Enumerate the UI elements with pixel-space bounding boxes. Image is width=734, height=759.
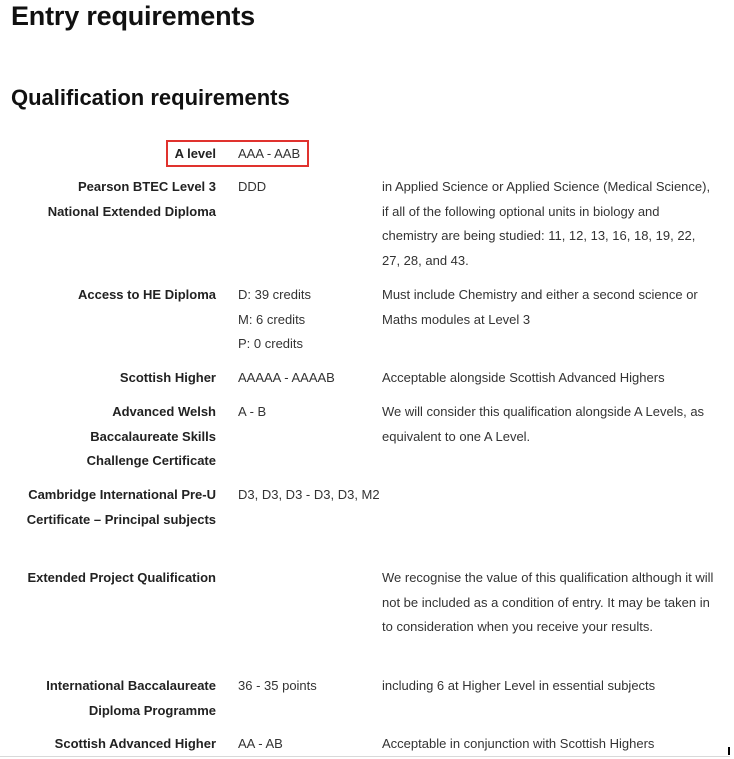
grade-line: DDD — [238, 179, 267, 194]
qualification-note: We will consider this qualification alongside A Levels, as equivalent to one A Level. — [382, 404, 705, 444]
qualification-name: International Baccalaureate Diploma Programme — [46, 678, 216, 718]
grade-line: P: 0 credits — [238, 336, 304, 351]
qualification-name: Cambridge International Pre-U Certificate – Principal subjects — [26, 487, 216, 527]
grade-line: AAAAA - AAAAB — [238, 370, 335, 385]
qualification-grades — [238, 283, 378, 357]
qualification-name: A level — [174, 146, 216, 161]
qualification-grades — [238, 142, 378, 167]
qualification-name: Advanced Welsh Baccalaureate Skills Challenge Certificate — [86, 404, 216, 468]
qualification-name: Pearson BTEC Level 3 National Extended Diploma — [47, 179, 216, 219]
qualification-grades — [238, 400, 378, 425]
grade-line: AA - AB — [238, 736, 283, 751]
qualification-grades — [238, 732, 378, 757]
qualification-note: in Applied Science or Applied Science (Medical Science), if all of the following optional units in biology and chemistry are being studied: 11, 12, 13, 16, 18, 19, 22, 27, 28, and 43. — [382, 179, 711, 268]
qualification-note: Must include Chemistry and either a second science or Maths modules at Level 3 — [382, 287, 698, 327]
qualification-grades — [238, 483, 398, 508]
grade-line: 36 - 35 points — [238, 678, 317, 693]
section-title: Qualification requirements — [11, 85, 290, 110]
qualification-note: Acceptable in conjunction with Scottish Highers — [382, 736, 655, 751]
qualification-note: including 6 at Higher Level in essential subjects — [382, 678, 656, 693]
qualification-grades — [238, 674, 378, 699]
page-title: Entry requirements — [11, 1, 255, 31]
qualification-note: Acceptable alongside Scottish Advanced Highers — [382, 370, 665, 385]
qualification-note: We recognise the value of this qualification although it will not be included as a condition of entry. It may be taken in to consideration when you receive your results. — [382, 570, 714, 634]
qualification-name: Access to HE Diploma — [78, 287, 216, 302]
divider — [0, 756, 730, 757]
qualification-grades — [238, 175, 378, 200]
grade-line: A - B — [238, 404, 267, 419]
grade-line: D: 39 credits — [238, 287, 311, 302]
cursor-mark — [728, 747, 730, 755]
qualification-grades — [238, 366, 378, 391]
grade-line: M: 6 credits — [238, 311, 306, 327]
qualification-name: Scottish Higher — [119, 370, 216, 385]
grade-line: D3, D3, D3 - D3, D3, M2 — [238, 487, 380, 502]
grade-line: AAA - AAB — [238, 146, 301, 161]
qualification-name: Extended Project Qualification — [27, 570, 216, 585]
qualification-name: Scottish Advanced Higher — [54, 736, 216, 751]
